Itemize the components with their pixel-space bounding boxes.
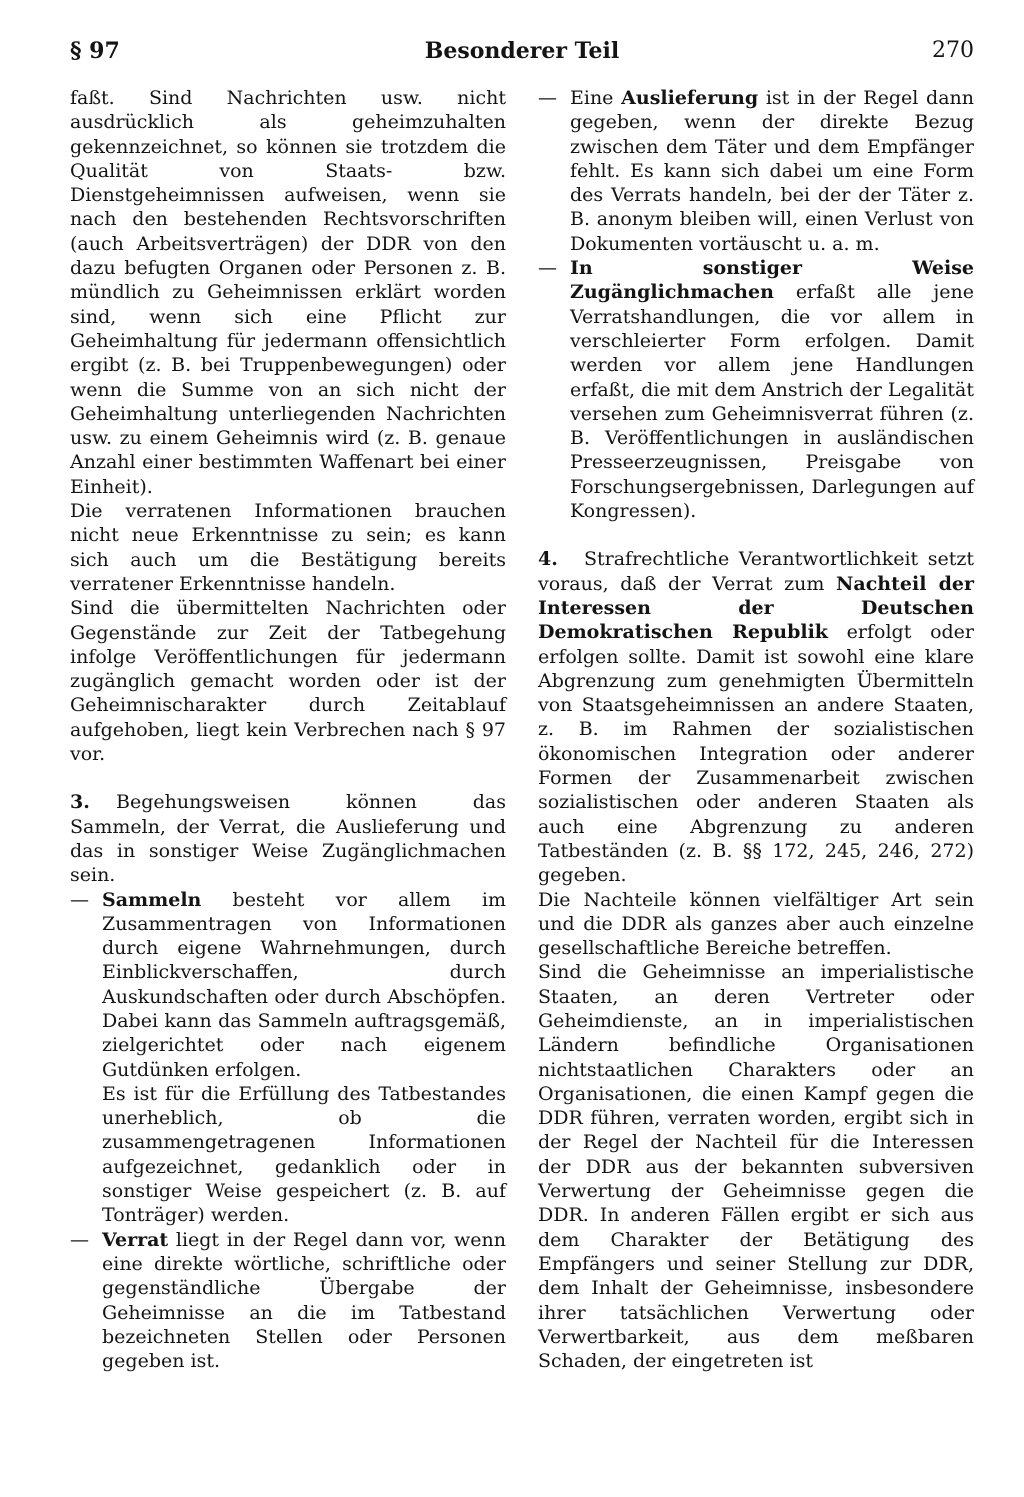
term-sammeln: Sammeln: [102, 888, 202, 911]
paragraph-zugaenglich-gemacht: Sind die übermittelten Nachrichten oder Gegenstände zur Zeit der Tatbegehung infolge Veröffentlichungen für jedermann zugänglich gemacht worden oder ist der Geheimnischarakter durch Zeitablauf aufgehoben, liegt kein Verbrechen nach § 97 vor.: [70, 597, 506, 766]
section-3-text: Begehungsweisen können das Sammeln, der Verrat, die Auslieferung und das in sonstiger Weise Zugänglichmachen sein.: [70, 791, 506, 887]
text-sammeln-continued: Es ist für die Erfüllung des Tatbestandes unerheblich, ob die zusammengetragenen Informationen aufgezeichnet, gedanklich oder in sonstiger Weise gespeichert (z. B. auf Tonträger) werden.: [102, 1082, 506, 1227]
page-number: 270: [932, 38, 974, 63]
list-item-verrat: [70, 1228, 506, 1374]
list-item-auslieferung: [538, 86, 974, 256]
text-zugaenglichmachen: erfaßt alle jene Verratshandlungen, die vor allem in verschleierter Form erfolgen. Damit werden vor allem jene Handlungen erfaßt, die mit dem Anstrich der Legalität versehen zum Geheimnisverrat führen (z. B. Veröffentlichungen in ausländischen Presseerzeugnissen, Preisgabe von Forschungsergebnissen, Darlegungen auf Kongressen).: [570, 281, 974, 523]
text-sammeln: besteht vor allem im Zusammentragen von Informationen durch eigene Wahrnehmungen, durch Einblickverschaffen, durch Auskundschaften oder durch Abschöpfen. Dabei kann das Sammeln auftragsgemäß, zielgerichtet oder nach eigenem Gutdünken erfolgen.: [102, 888, 506, 1081]
paragraph-geheimnis-qualitaet: faßt. Sind Nachrichten usw. nicht ausdrücklich als geheimzuhalten gekennzeichnet, so können sie trotzdem die Qualität von Staats- bzw. Dienstgeheimnissen aufweisen, wenn sie nach den bestehenden Rechtsvorschriften (auch Arbeitsverträgen) der DDR von den dazu befugten Organen oder Personen z. B. mündlich zu Geheimnissen erklärt worden sind, wenn sich eine Pflicht zur Geheimhaltung für jedermann offensichtlich ergibt (z. B. bei Truppenbewegungen) oder wenn die Summe von an sich nicht der Geheimhaltung unterliegenden Nachrichten usw. zu einem Geheimnis wird (z. B. genaue Anzahl einer bestimmten Waffenart bei einer Einheit).: [70, 87, 506, 498]
section-3-number: 3.: [70, 791, 90, 814]
term-auslieferung: Auslieferung: [621, 87, 759, 109]
left-column: [70, 86, 506, 1373]
text-auslieferung: ist in der Regel dann gegeben, wenn der direkte Bezug zwischen dem Täter und dem Empfänger fehlt. Es kann sich dabei um eine Form des Verrats handeln, bei der der Täter z. B. anonym bleiben will, einen Verlust von Dokumenten vortäuscht u. a. m.: [570, 87, 974, 255]
term-verrat: Verrat: [102, 1228, 169, 1251]
section-3-paragraph: [70, 790, 506, 887]
paragraph-nachteile: Die Nachteile können vielfältiger Art sein und die DDR als ganzes aber auch einzelne gesellschaftliche Bereiche betreffen.: [538, 888, 974, 960]
running-title: Besonderer Teil: [424, 38, 620, 64]
section-reference: § 97: [70, 38, 120, 64]
paragraph-verratene-informationen: Die verratenen Informationen brauchen nicht neue Erkenntnisse zu sein; es kann sich auch um die Bestätigung bereits verratener Erkenntnisse handeln.: [70, 500, 506, 595]
auslieferung-prefix: Eine: [570, 87, 622, 109]
section-4-text-start: Strafrechtliche Verantwortlichkeit setzt voraus, daß der Verrat zum: [538, 548, 974, 595]
section-4-number: 4.: [538, 548, 558, 571]
section-4-text-end: erfolgt oder erfolgen sollte. Damit ist sowohl eine klare Abgrenzung zum genehmigten Übermitteln von Staatsgeheimnissen an andere Staaten, z. B. im Rahmen der sozialistischen ökonomischen Integration oder anderer Formen der Zusammenarbeit zwischen sozialistischen oder anderen Staaten als auch eine Abgrenzung zu anderen Tatbeständen (z. B. §§ 172, 245, 246, 272) gegeben.: [538, 621, 975, 887]
text-verrat: liegt in der Regel dann vor, wenn eine direkte wörtliche, schriftliche oder gegenständliche Übergabe der Geheimnisse an die im Tatbestand bezeichneten Stellen oder Personen gegeben ist.: [102, 1228, 506, 1373]
begehungsweisen-list-continued: [538, 86, 974, 523]
paragraph-geheimnisse-imperialistisch: Sind die Geheimnisse an imperialistische Staaten, an deren Vertreter oder Geheimdienste, an in imperialistischen Ländern befindliche Organisationen nichtstaatlichen Charakters oder an Organisationen, die einen Kampf gegen die DDR führen, verraten worden, ergibt sich in der Regel der Nachteil für die Interessen der DDR aus der bekannten subversiven Verwertung der Geheimnisse gegen die DDR. In anderen Fällen ergibt er sich aus dem Charakter der Betätigung des Empfängers und seiner Stellung zur DDR, dem Inhalt der Geheimnisse, insbesondere ihrer tatsächlichen Verwertung oder Verwertbarkeit, aus dem meßbaren Schaden, der eingetreten ist: [538, 961, 974, 1373]
begehungsweisen-list: [70, 888, 506, 1374]
section-4-emphasis: Nachteil der Interessen der Deutschen Demokratischen Republik: [538, 572, 974, 644]
page-header: [70, 38, 974, 72]
list-item-zugaenglichmachen: [538, 256, 974, 523]
term-zugaenglichmachen: In sonstiger Weise Zugänglichmachen: [570, 257, 974, 304]
list-item-sammeln: [70, 888, 506, 1228]
section-4-paragraph: [538, 547, 974, 887]
right-column: [538, 86, 974, 1373]
